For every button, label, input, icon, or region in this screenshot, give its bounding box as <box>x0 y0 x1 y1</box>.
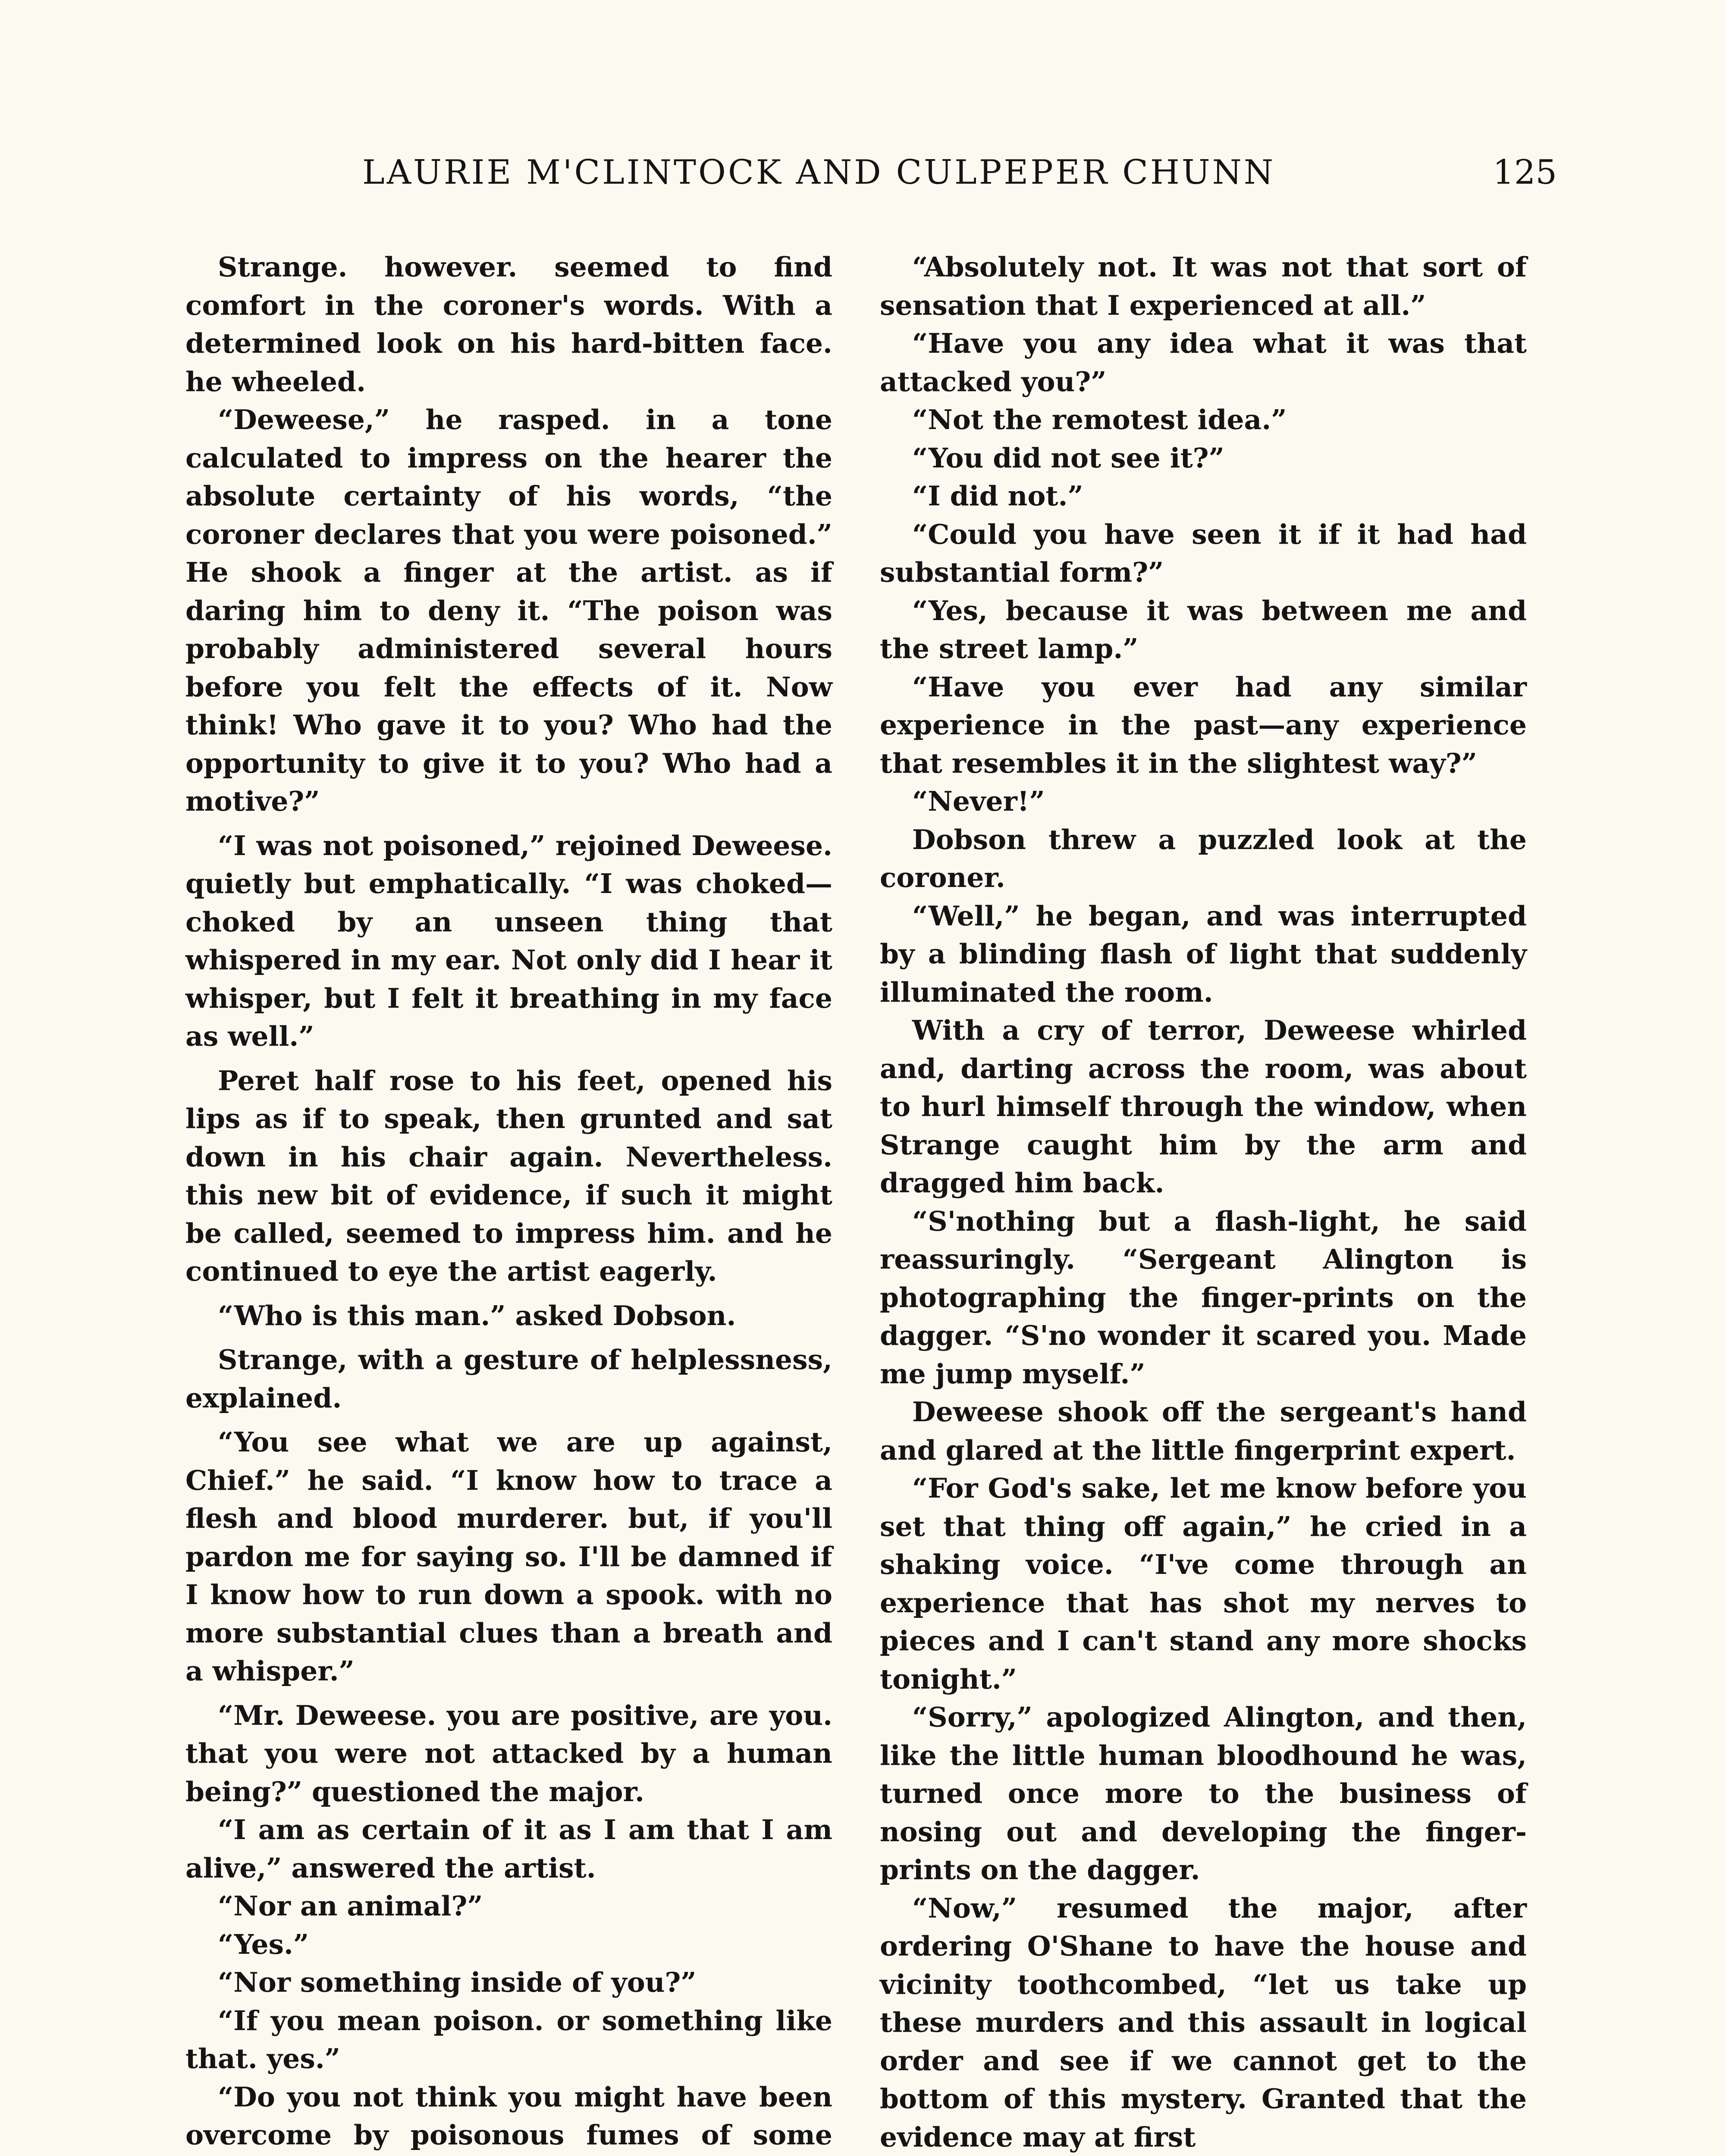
right-column <box>880 248 1527 2156</box>
paragraph: “If you mean poison. or something like that. yes.” <box>185 2004 832 2075</box>
paragraph: “For God's sake, let me know before you set that thing off again,” he cried in a shaking voice. “I've come through an experience that has shot my nerves to pieces and I can't stand any more shocks tonight.” <box>880 1472 1527 1695</box>
paragraph: “S'nothing but a flash-light, he said reassuringly. “Sergeant Alington is photographing the finger-prints on the dagger. “S'no wonder it scared you. Made me jump myself.” <box>880 1205 1527 1390</box>
paragraph: “You see what we are up against, Chief.” he said. “I know how to trace a flesh and blood murderer. but, if you'll pardon me for saying so. I'll be damned if I know how to run down a spook. with no more substantial clues than a breath and a whisper.” <box>185 1426 832 1687</box>
paragraph: With a cry of terror, Deweese whirled and, darting across the room, was about to hurl himself through the window, when Strange caught him by the arm and dragged him back. <box>880 1014 1527 1199</box>
page-number: 125 <box>1493 153 1557 192</box>
paragraph: “I am as certain of it as I am that I am alive,” answered the artist. <box>185 1814 832 1884</box>
running-header <box>185 153 1557 201</box>
paragraph: “Who is this man.” asked Dobson. <box>218 1299 736 1332</box>
left-column <box>185 248 832 2156</box>
paragraph: “Never!” <box>912 785 1045 817</box>
paragraph: Strange, with a gesture of helplessness, explained. <box>185 1344 832 1414</box>
paragraph: Dobson threw a puzzled look at the coroner. <box>880 823 1527 893</box>
paragraph: “Nor an animal?” <box>218 1890 483 1922</box>
paragraph: “Now,” resumed the major, after ordering O'Shane to have the house and vicinity toothcombed, “let us take up these murders and this assault in logical order and see if we cannot get to the bottom of this mystery. Granted that the evidence may at first <box>880 1892 1527 2153</box>
paragraph: “Do you not think you might have been overcome by poisonous fumes of some <box>185 2081 832 2151</box>
paragraph: “Yes, because it was between me and the street lamp.” <box>880 594 1527 664</box>
paragraph: “Have you ever had any similar experience in the past—any experience that resembles it in the slightest way?” <box>880 671 1527 779</box>
paragraph: “I was not poisoned,” rejoined Deweese. quietly but emphatically. “I was choked—choked by an unseen thing that whispered in my ear. Not only did I hear it whisper, but I felt it breathing in my face as well.” <box>185 829 832 1052</box>
paragraph: “Absolutely not. It was not that sort of sensation that I experienced at all.” <box>880 251 1527 321</box>
paragraph: “Could you have seen it if it had had substantial form?” <box>880 518 1527 588</box>
paragraph: “You did not see it?” <box>912 442 1224 474</box>
paragraph: “Have you any idea what it was that attacked you?” <box>880 327 1527 398</box>
paragraph: “Yes.” <box>218 1928 309 1960</box>
paragraph: “Well,” he began, and was interrupted by a blinding flash of light that suddenly illuminated the room. <box>880 899 1527 1008</box>
paragraph: Strange. however. seemed to find comfort in the coroner's words. With a determined look on his hard-bitten face. he wheeled. <box>185 251 832 398</box>
paragraph: “Not the remotest idea.” <box>912 404 1287 436</box>
paragraph: “Mr. Deweese. you are positive, are you. that you were not attacked by a human being?” questioned the major. <box>185 1699 832 1808</box>
paragraph: “Sorry,” apologized Alington, and then, like the little human bloodhound he was, turned once more to the business of nosing out and developing the finger-prints on the dagger. <box>880 1701 1527 1886</box>
running-title: LAURIE M'CLINTOCK AND CULPEPER CHUNN <box>362 153 1276 192</box>
paragraph: “I did not.” <box>912 480 1083 512</box>
paragraph: Deweese shook off the sergeant's hand and glared at the little fingerprint expert. <box>880 1396 1527 1466</box>
paragraph: “Nor something inside of you?” <box>218 1966 697 1998</box>
paragraph: “Deweese,” he rasped. in a tone calculated to impress on the hearer the absolute certainty of his words, “the coroner declares that you were poisoned.” He shook a finger at the artist. as if daring him to deny it. “The poison was probably administered several hours before you felt the effects of it. Now think! Who gave it to you? Who had the opportunity to give it to you? Who had a motive?” <box>185 404 832 817</box>
paragraph: Peret half rose to his feet, opened his lips as if to speak, then grunted and sat down in his chair again. Nevertheless. this new bit of evidence, if such it might be called, seemed to impress him. and he continued to eye the artist eagerly. <box>185 1064 832 1287</box>
